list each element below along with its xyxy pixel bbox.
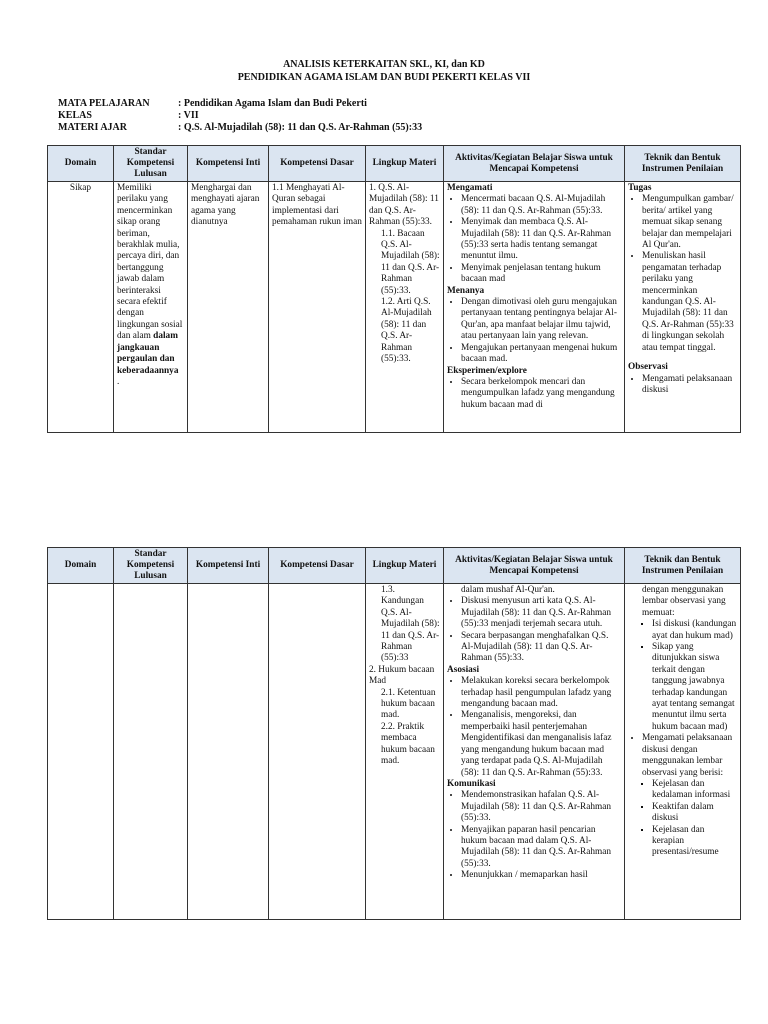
list-item: ▪ Sikap yang ditunjukkan siswa terkait dengan tanggung jawabnya terhadap kandungan ayat tentang semangat menuntut ilmu serta hukum bacaan mad) xyxy=(652,642,737,733)
list-item: • Mengamati pelaksanaan diskusi xyxy=(642,374,737,397)
list-item: • Menganalisis, mengoreksi, dan memperbaiki hasil penterjemahan Mengidentifikasi dan menganalisis lafaz yang mengandung hukum bacaan mad yang terdapat pada Q.S. Al-Mujadilah (58): 11 dan Q.S. Ar-Rahman (55):33. xyxy=(461,710,621,778)
komunikasi-list xyxy=(447,790,621,881)
eksperimen-list xyxy=(447,377,621,411)
cell-penilaian xyxy=(625,584,741,920)
cell-aktivitas xyxy=(444,182,625,433)
table-row xyxy=(48,182,741,433)
materi-item: 2. Hukum bacaan Mad xyxy=(369,664,435,687)
cell-materi xyxy=(366,584,444,920)
list-item: • Melakukan koreksi secara berkelompok terhadap hasil pengumpulan lafadz yang mengandung bacaan mad. xyxy=(461,676,621,710)
lanjut-list xyxy=(447,596,621,664)
list-item: • Mendemonstrasikan hafalan Q.S. Al-Mujadilah (58): 11 dan Q.S. Ar-Rahman (55):33. xyxy=(461,790,621,824)
list-item: • Menuliskan hasil pengamatan terhadap perilaku yang mencerminkan kandungan Q.S. Al-Mujadilah (58): 11 dan Q.S. Ar-Rahman (55):33 di lingkungan sekolah atau tempat tinggal. xyxy=(642,251,737,354)
analysis-table-page2 xyxy=(47,547,741,920)
list-item: ▪ Isi diskusi (kandungan ayat dan hukum mad) xyxy=(652,619,737,642)
list-item: ▪ Kejelasan dan kerapian presentasi/resume xyxy=(652,825,737,859)
tugas-list xyxy=(628,194,737,354)
list-item: • Mengumpulkan gambar/ berita/ artikel yang memuat sikap senang belajar dan mempelajari Al Qur'an. xyxy=(642,194,737,251)
table-row xyxy=(48,584,741,920)
table-header-row xyxy=(48,548,741,584)
col-domain: Domain xyxy=(48,548,114,584)
cell-materi xyxy=(366,182,444,433)
col-domain: Domain xyxy=(48,146,114,182)
list-item: • Mengajukan pertanyaan mengenai hukum bacaan mad. xyxy=(461,343,621,366)
list-item: • Menyajikan paparan hasil pencarian hukum bacaan mad dalam Q.S. Al-Mujadilah (58): 11 dan Q.S. Ar-Rahman (55):33. xyxy=(461,825,621,871)
col-kd: Kompetensi Dasar xyxy=(269,146,366,182)
asosiasi-list xyxy=(447,676,621,779)
analysis-table-page1 xyxy=(47,145,741,433)
col-skl: Standar Kompetensi Lulusan xyxy=(114,548,188,584)
skl-text: Memiliki perilaku yang mencerminkan sikap orang beriman, berakhlak mulia, percaya diri, dan bertanggung jawab dalam berinteraksi secara efektif dengan lingkungan sosial dan alam xyxy=(117,183,183,342)
materi-item: 2.1. Ketentuan hukum bacaan mad. xyxy=(381,687,436,721)
cell-kd: 1.1 Menghayati Al-Quran sebagai implementasi dari pemahaman rukun iman xyxy=(269,182,366,433)
cell-ki: Menghargai dan menghayati ajaran agama yang dianutnya xyxy=(188,182,269,433)
cell-skl xyxy=(114,584,188,920)
continued-text: dalam mushaf Al-Qur'an. xyxy=(461,585,555,595)
list-item: • Menyimak dan membaca Q.S. Al-Mujadilah (58): 11 dan Q.S. Ar-Rahman (55):33 serta hadis tentang semangat menuntut ilmu. xyxy=(461,217,621,263)
col-kd: Kompetensi Dasar xyxy=(269,548,366,584)
meta-row-material xyxy=(58,121,422,134)
obs2-criteria-list xyxy=(628,779,737,859)
col-ki: Kompetensi Inti xyxy=(188,146,269,182)
section-mengamati: Mengamati xyxy=(447,183,493,193)
mengamati-list xyxy=(447,194,621,285)
document-title: ANALISIS KETERKAITAN SKL, KI, dan KD xyxy=(283,59,485,70)
col-penilaian: Teknik dan Bentuk Instrumen Penilaian xyxy=(625,548,741,584)
list-item: ▪ Kejelasan dan kedalaman informasi xyxy=(652,779,737,802)
list-item: • Menyimak penjelasan tentang hukum bacaan mad xyxy=(461,263,621,286)
cell-skl xyxy=(114,182,188,433)
cell-penilaian xyxy=(625,182,741,433)
section-observasi: Observasi xyxy=(628,362,668,373)
meta-value: : Pendidikan Agama Islam dan Budi Pekerti xyxy=(178,98,367,109)
section-komunikasi: Komunikasi xyxy=(447,778,496,789)
meta-value: : VII xyxy=(178,110,199,121)
list-item: • Secara berkelompok mencari dan mengumpulkan lafadz yang mengandung hukum bacaan mad di xyxy=(461,377,621,411)
list-item: • Secara berpasangan menghafalkan Q.S. Al-Mujadilah (58): 11 dan Q.S. Ar-Rahman (55):33. xyxy=(461,631,621,665)
cell-ki xyxy=(188,584,269,920)
meta-label: MATA PELAJARAN xyxy=(58,98,150,109)
col-materi: Lingkup Materi xyxy=(366,146,444,182)
col-aktivitas: Aktivitas/Kegiatan Belajar Siswa untuk Mencapai Kompetensi xyxy=(444,146,625,182)
col-aktivitas: Aktivitas/Kegiatan Belajar Siswa untuk Mencapai Kompetensi xyxy=(444,548,625,584)
menanya-list xyxy=(447,297,621,365)
meta-label: MATERI AJAR xyxy=(58,122,127,133)
materi-item: 1.1. Bacaan Q.S. Al-Mujadilah (58): 11 dan Q.S. Ar-Rahman (55):33. xyxy=(381,228,440,296)
materi-item: 2.2. Praktik membaca hukum bacaan mad. xyxy=(381,721,435,767)
meta-value: : Q.S. Al-Mujadilah (58): 11 dan Q.S. Ar-Rahman (55):33 xyxy=(178,122,423,133)
skl-end: . xyxy=(117,376,120,387)
materi-item: 1. Q.S. Al-Mujadilah (58): 11 dan Q.S. Ar-Rahman (55):33. xyxy=(369,183,439,228)
cell-kd xyxy=(269,584,366,920)
list-item: • Diskusi menyusun arti kata Q.S. Al-Mujadilah (58): 11 dan Q.S. Ar-Rahman (55):33 menjadi terjemah secara utuh. xyxy=(461,596,621,630)
list-item: ▪ Keaktifan dalam diskusi xyxy=(652,802,737,825)
materi-item: 1.2. Arti Q.S. Al-Mujadilah (58): 11 dan Q.S. Ar-Rahman (55):33. xyxy=(381,297,432,365)
meta-label: KELAS xyxy=(58,110,92,121)
table-header-row xyxy=(48,146,741,182)
section-eksperimen: Eksperimen/explore xyxy=(447,365,527,376)
document-subtitle: PENDIDIKAN AGAMA ISLAM DAN BUDI PEKERTI KELAS VII xyxy=(237,72,531,83)
section-asosiasi: Asosiasi xyxy=(447,664,480,675)
skl-bold-text: dalam jangkauan pergaulan dan keberadaannya xyxy=(117,331,179,376)
materi-item: 1.3. Kandungan Q.S. Al-Mujadilah (58): 11 dan Q.S. Ar-Rahman (55):33 xyxy=(381,585,440,664)
cell-domain xyxy=(48,584,114,920)
cell-aktivitas xyxy=(444,584,625,920)
col-penilaian: Teknik dan Bentuk Instrumen Penilaian xyxy=(625,146,741,182)
list-item: • Mengamati pelaksanaan diskusi dengan menggunakan lembar observasi yang berisi: xyxy=(642,733,737,779)
list-item: • Dengan dimotivasi oleh guru mengajukan pertanyaan tentang pentingnya belajar Al-Qur'an, apa manfaat belajar ilmu tajwid, atau pertanyaan lain yang relevan. xyxy=(461,297,621,343)
observasi-list xyxy=(628,374,737,397)
observasi-criteria-list xyxy=(628,619,737,733)
cell-domain: Sikap xyxy=(48,182,114,433)
list-item: • Mencermati bacaan Q.S. Al-Mujadilah (58): 11 dan Q.S. Ar-Rahman (55):33. xyxy=(461,194,621,217)
obs2-list xyxy=(628,733,737,779)
section-tugas: Tugas xyxy=(628,183,652,193)
col-ki: Kompetensi Inti xyxy=(188,548,269,584)
continued-text: dengan menggunakan lembar observasi yang memuat: xyxy=(642,585,726,618)
col-materi: Lingkup Materi xyxy=(366,548,444,584)
section-menanya: Menanya xyxy=(447,285,485,296)
col-skl: Standar Kompetensi Lulusan xyxy=(114,146,188,182)
list-item: • Menunjukkan / memaparkan hasil xyxy=(461,870,621,881)
